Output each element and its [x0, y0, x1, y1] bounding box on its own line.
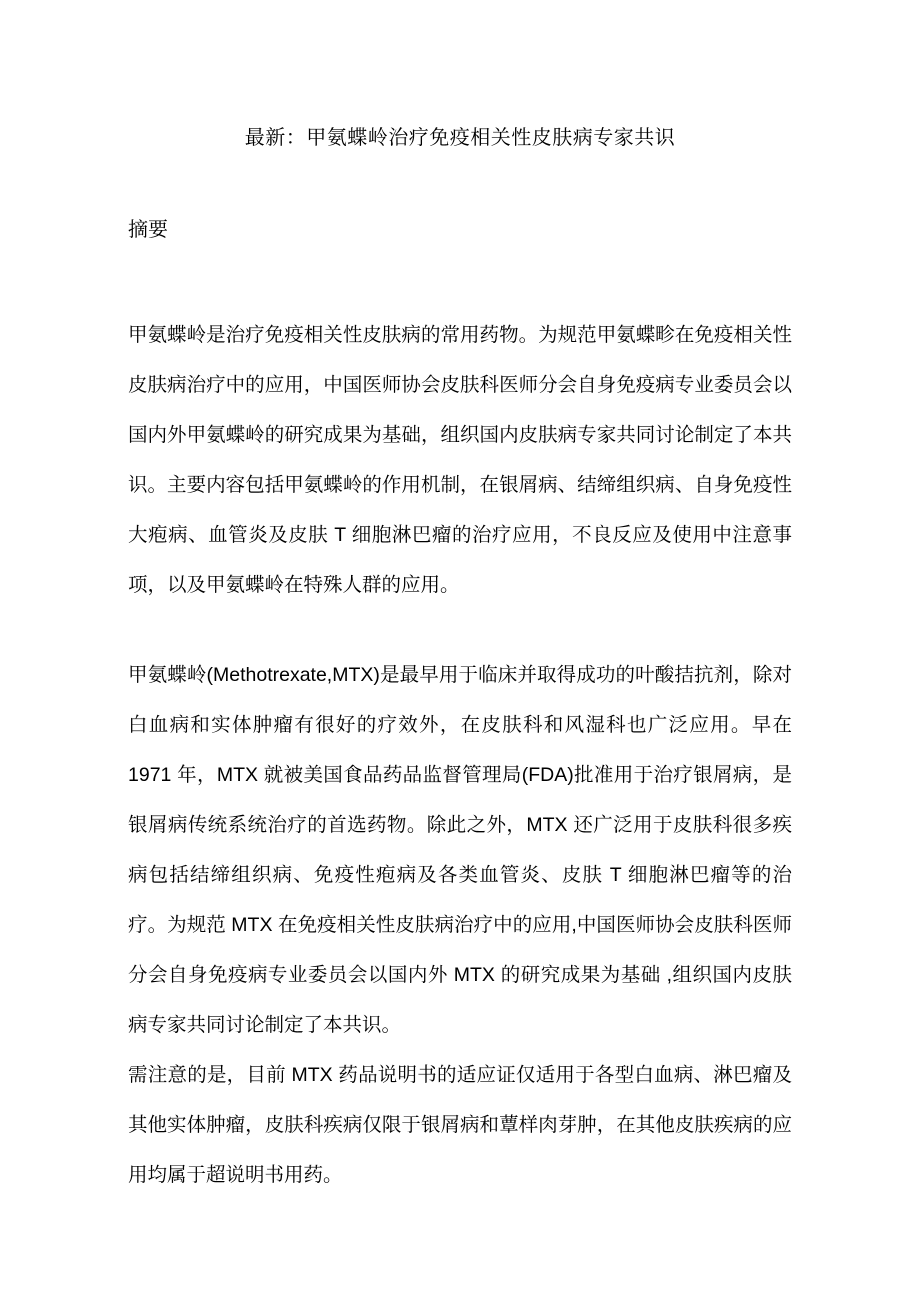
abstract-heading: 摘要 [128, 219, 168, 241]
introduction-paragraph: 甲氨蝶岭(Methotrexate,MTX)是最早用于临床并取得成功的叶酸拮抗剂，除对白血病和实体肿瘤有很好的疗效外，在皮肤科和风湿科也广泛应用。早在 1971 年，MTX 就被美国食品药品监督管理局(FDA)批准用于治疗银屑病，是银屑病传统系统治疗的首选药物。除此之外，MTX 还广泛用于皮肤科很多疾病包括结缔组织病、免疫性疱病及各类血管炎、皮肤 T 细胞淋巴瘤等的治疗。为规范 MTX 在免疫相关性皮肤病治疗中的应用,中国医师协会皮肤科医师分会自身免疫病专业委员会以国内外 MTX 的研究成果为基础 ,组织国内皮肤病专家共同讨论制定了本共识。 [128, 664, 792, 1036]
abstract-paragraph: 甲氨蝶岭是治疗免疫相关性皮肤病的常用药物。为规范甲氨蝶畛在免疫相关性皮肤病治疗中的应用，中国医师协会皮肤科医师分会自身免疫病专业委员会以国内外甲氨蝶岭的研究成果为基础，组织国内皮肤病专家共同讨论制定了本共识。主要内容包括甲氨蝶岭的作用机制，在银屑病、结缔组织病、自身免疫性大疱病、血管炎及皮肤 T 细胞淋巴瘤的治疗应用，不良反应及使用中注意事项，以及甲氨蝶岭在特殊人群的应用。 [128, 324, 792, 596]
off-label-note-paragraph: 需注意的是，目前 MTX 药品说明书的适应证仅适用于各型白血病、淋巴瘤及其他实体肿瘤，皮肤科疾病仅限于银屑病和蕈样肉芽肿，在其他皮肤疾病的应用均属于超说明书用药。 [128, 1064, 792, 1186]
document-title: 最新：甲氨蝶岭治疗免疫相关性皮肤病专家共识 [244, 127, 676, 149]
